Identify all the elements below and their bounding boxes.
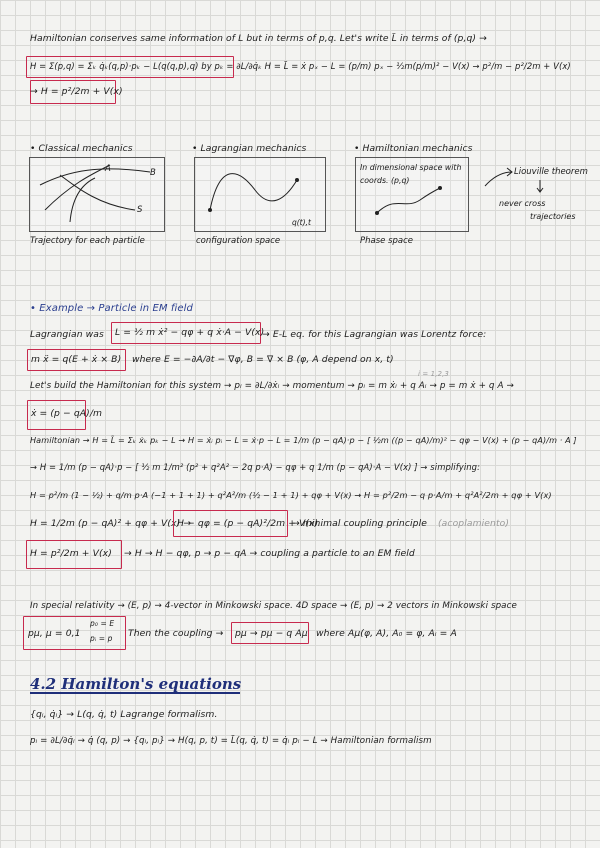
p0-component: p₀ = E (90, 619, 115, 628)
never-cross-label: never cross (499, 199, 546, 208)
down-arrow (537, 180, 543, 192)
hamiltonian-def-line: H = Σ(p,q) = Σₖ q̇ₖ(q,p)·pₖ − L(q(q,p),q) by pₖ = ∂L/∂q̇ₖ H = L̃ = ẋ pₓ − L = (p/m) pₓ − ½m(p/m)² − V(x) → p²/m − p²/2m + V(x) (30, 61, 571, 71)
covariant-coupling: pμ → pμ − q Aμ (235, 628, 308, 639)
classical-trajectory-1 (40, 169, 150, 185)
lagrangian-qt-label: q(t),t (292, 218, 311, 227)
section-classical-label: • Classical mechanics (30, 143, 133, 154)
acoplamiento-note: (acoplamiento) (438, 518, 510, 529)
section-lagrangian-label: • Lagrangian mechanics (192, 143, 307, 154)
hamiltonian-note-2: coords. (p,q) (360, 176, 410, 185)
hamiltonian-formalism-line: pᵢ = ∂L/∂q̇ᵢ → q̇ (q, p) → {qᵢ, pᵢ} → H(q, p, t) = L̃(q, q̇, t) = q̇ᵢ pᵢ − L → Hamiltonian formalism (30, 736, 432, 746)
relativity-line: In special relativity → (E, p) → 4-vector in Minkowski space. 4D space → (E, p) → 2 vectors in Minkowski space (30, 601, 517, 611)
lagrangian-caption: configuration space (196, 236, 281, 246)
minimal-coupling-expr: H − qφ = (p − qA)²/2m + V(x) (177, 518, 319, 529)
lagrangian-curve (210, 174, 297, 210)
hamiltonian-caption: Phase space (360, 236, 414, 246)
lagrangian-start-point (208, 208, 212, 212)
hamiltonian-derivation-2: → H = 1/m (p − qA)·p − [ ½ m 1/m² (p² + q²A² − 2q p·A) − qφ + q 1/m (p − qA)·A − V(x) ] → simplifying: (30, 462, 481, 472)
hamiltonian-derivation-1: Hamiltonian → H = L̃ = Σₖ ẋₖ pₖ − L → H = ẋᵢ pᵢ − L = ẋ·p − L = 1/m (p − qA)·p − [ ½m ((p − qA)/m)² − qφ − V(x) + (p − qA)/m · A ] (30, 435, 577, 445)
intro-line: Hamiltonian conserves same information of L but in terms of p,q. Let's write L̃ in terms of (p,q) → (30, 33, 487, 44)
free-h-expr: H = p²/2m + V(x) (30, 548, 112, 559)
classical-label-s: S (137, 205, 143, 215)
lagrange-formalism-line: {qᵢ, q̇ᵢ} → L(q, q̇, t) Lagrange formalism. (30, 709, 218, 720)
liouville-arrow (485, 172, 512, 186)
lorentz-force: m ẍ = q(E + ẋ × B) (31, 354, 122, 365)
build-hamiltonian-line: Let's build the Hamiltonian for this system → pᵢ = ∂L/∂ẋᵢ → momentum → pᵢ = m ẋᵢ + q Aᵢ → p = m ẋ + q A → (30, 381, 514, 391)
trajectories-label: trajectories (530, 212, 576, 221)
four-potential-def: where Aμ(φ, A), A₀ = φ, Aᵢ = A (316, 628, 457, 639)
hamiltonian-curve (377, 188, 440, 213)
lagrangian-end-point (295, 178, 299, 182)
four-momentum-index: pμ, μ = 0,1 (28, 628, 81, 639)
hamiltonian-end-point (438, 186, 442, 190)
coupling-rule: → H → H − qφ, p → p − qA → coupling a particle to an EM field (124, 548, 415, 559)
classical-label-a: A (105, 164, 111, 174)
minimal-coupling-label: → minimal coupling principle (292, 518, 427, 529)
fields-definition: where E = −∂A/∂t − ∇φ, B = ∇ × B (φ, A depend on x, t) (132, 354, 394, 365)
hamiltonian-compact: H = 1/2m (p − qA)² + qφ + V(x) → (30, 518, 192, 529)
free-hamiltonian-line: → H = p²/2m + V(x) (30, 86, 123, 97)
hamiltonian-note-1: In dimensional space with (360, 163, 462, 172)
pi-component: pᵢ = p (90, 634, 113, 643)
lagrangian-was-label: Lagrangian was (30, 329, 104, 340)
classical-trajectory-3 (60, 175, 135, 210)
classical-label-b: B (150, 168, 156, 178)
classical-caption: Trajectory for each particle (30, 236, 145, 246)
index-note: i = 1,2,3 (418, 370, 449, 378)
velocity-expr: ẋ = (p − qA)/m (31, 408, 103, 419)
coupling-then: Then the coupling → (128, 628, 224, 639)
em-lagrangian: L = ½ m ẋ² − qφ + q ẋ·A − V(x) (115, 327, 265, 338)
section-heading: 4.2 Hamilton's equations (30, 675, 242, 693)
example-heading: • Example → Particle in EM field (30, 303, 193, 314)
liouville-label: Liouville theorem (514, 167, 588, 177)
el-lorentz-note: → E-L eq. for this Lagrangian was Lorentz force: (262, 329, 487, 340)
hamiltonian-derivation-3: H = p²/m (1 − ½) + q/m p·A (−1 + 1 + 1) + q²A²/m (½ − 1 + 1) + qφ + V(x) → H = p²/2m − q p·A/m + q²A²/2m + qφ + V(x) (30, 490, 552, 500)
section-hamiltonian-label: • Hamiltonian mechanics (354, 143, 473, 154)
hamiltonian-start-point (375, 211, 379, 215)
